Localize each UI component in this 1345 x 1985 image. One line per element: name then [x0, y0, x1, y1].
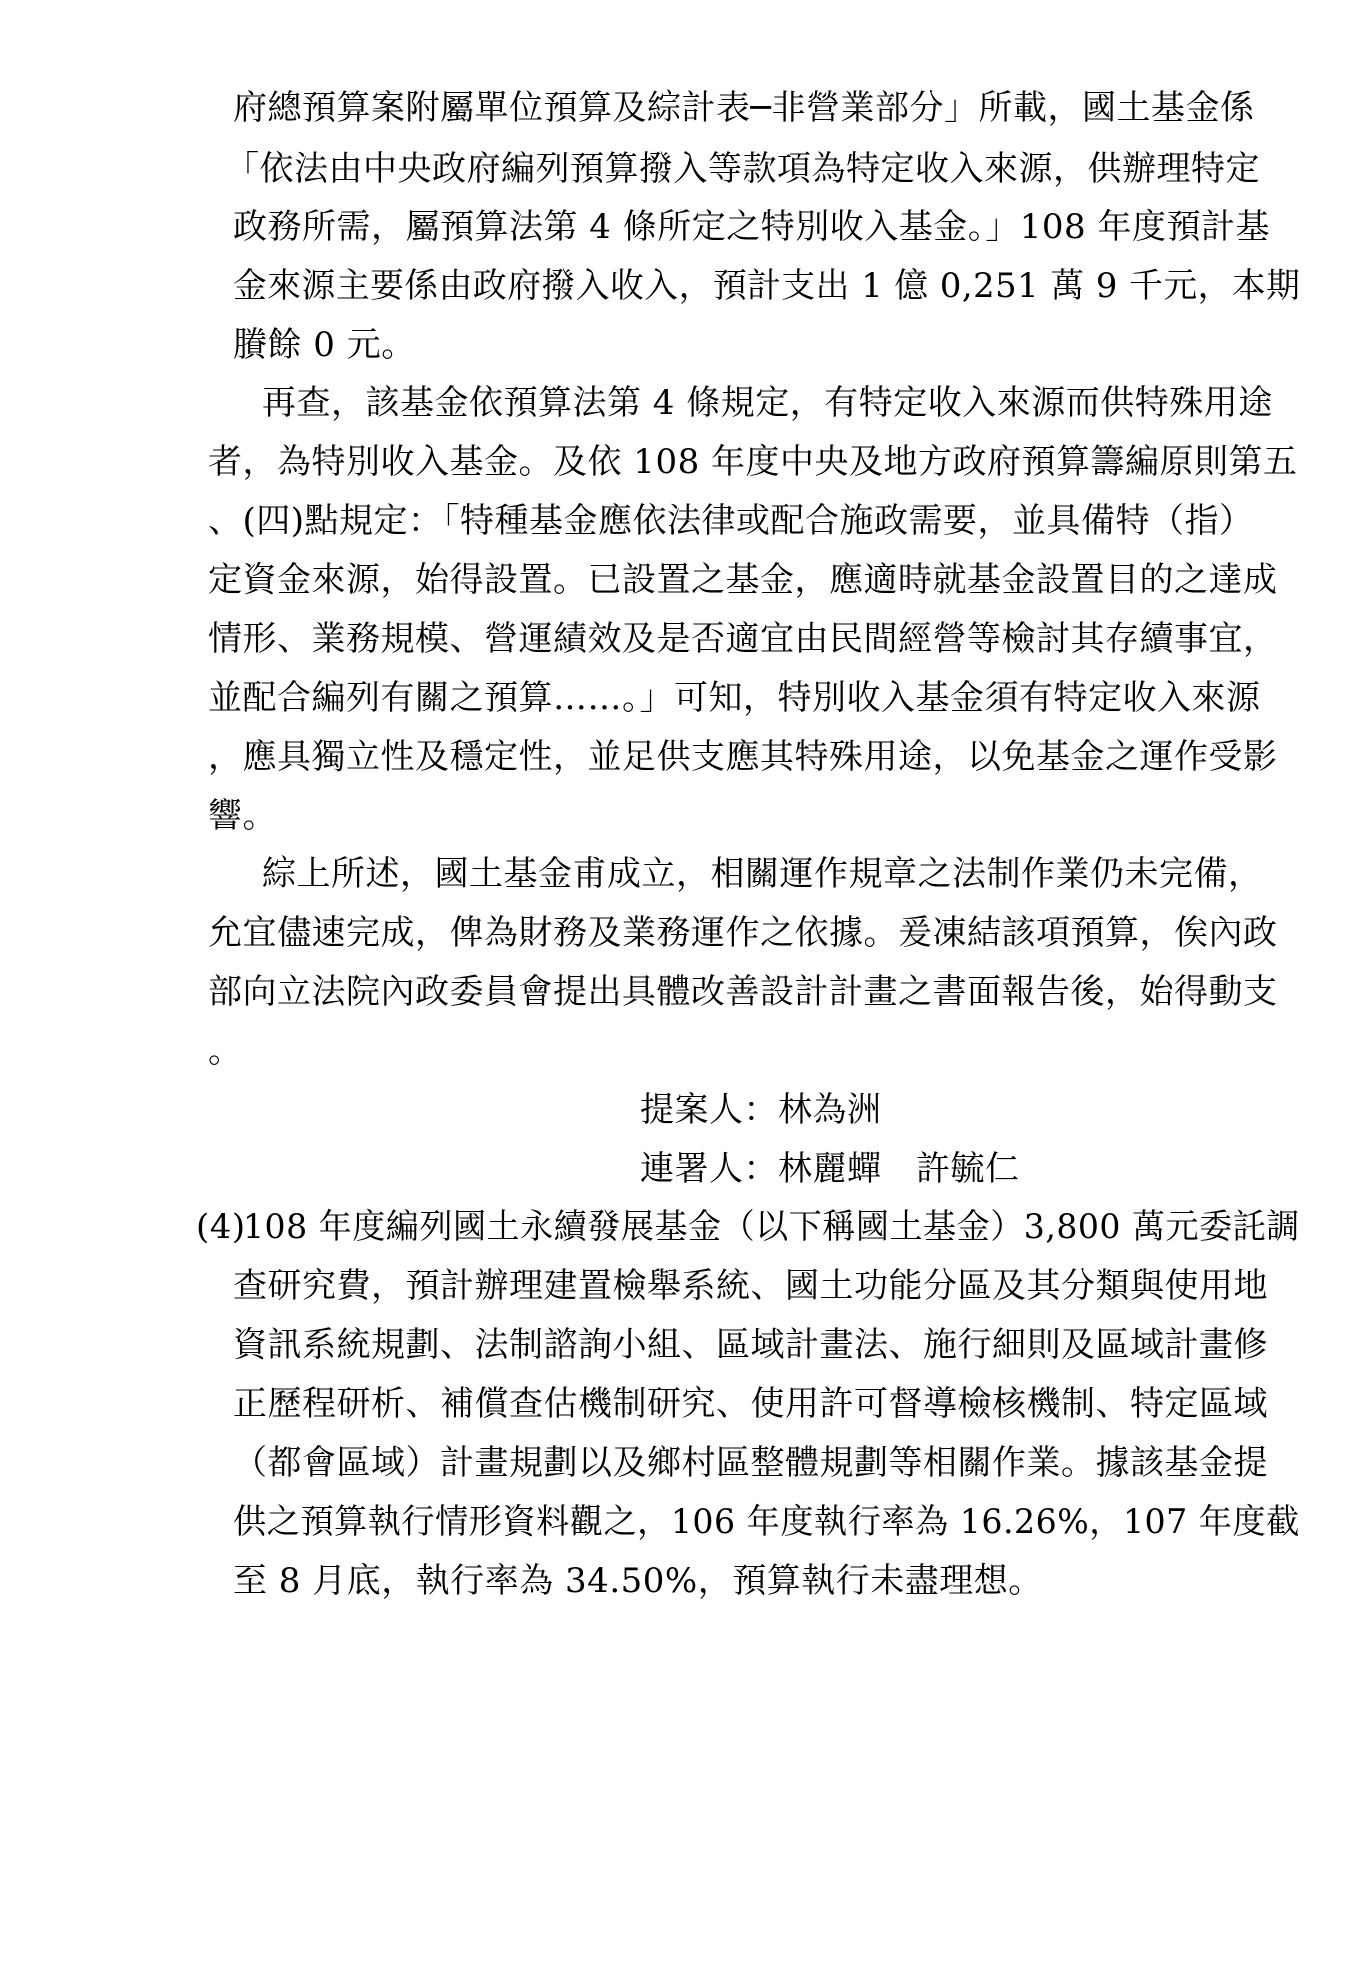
paragraph-4-line: 供之預算執行情形資料觀之，106 年度執行率為 16.26%，107 年度截 [233, 1502, 1300, 1542]
paragraph-3-line: 。 [208, 1031, 243, 1071]
paragraph-1-line: 金來源主要係由政府撥入收入，預計支出 1 億 0,251 萬 9 千元，本期 [233, 266, 1301, 306]
proposer-line: 提案人：林為洲 [640, 1090, 882, 1130]
paragraph-2-line: 並配合編列有關之預算……。」可知，特別收入基金須有特定收入來源 [208, 678, 1261, 718]
paragraph-3-line: 允宜儘速完成，俾為財務及業務運作之依據。爰凍結該項預算，俟內政 [208, 913, 1278, 953]
paragraph-1-line: 賸餘 0 元。 [233, 325, 416, 365]
paragraph-4-line: 至 8 月底，執行率為 34.50%，預算執行未盡理想。 [233, 1561, 1043, 1601]
paragraph-4-line: 正歷程研析、補償查估機制研究、使用許可督導檢核機制、特定區域 [233, 1384, 1268, 1424]
paragraph-1-line: 政務所需，屬預算法第 4 條所定之特別收入基金。」108 年度預計基 [233, 207, 1270, 247]
paragraph-4-line: 資訊系統規劃、法制諮詢小組、區域計畫法、施行細則及區域計畫修 [233, 1325, 1268, 1365]
paragraph-2-line: 、(四)點規定：「特種基金應依法律或配合施政需要，並具備特（指） [208, 501, 1254, 541]
paragraph-3-line: 綜上所述，國土基金甫成立，相關運作規章之法制作業仍未完備， [262, 854, 1263, 894]
paragraph-2-line: 定資金來源，始得設置。已設置之基金，應適時就基金設置目的之達成 [208, 560, 1278, 600]
paragraph-1-line: 「依法由中央政府編列預算撥入等款項為特定收入來源，供辦理特定 [225, 149, 1260, 189]
paragraph-4-line: 108 年度編列國土永續發展基金（以下稱國土基金）3,800 萬元委託調 [243, 1207, 1300, 1247]
paragraph-1-line: 府總預算案附屬單位預算及綜計表─非營業部分」所載，國土基金係 [233, 88, 1255, 128]
paragraph-3-line: 部向立法院內政委員會提出具體改善設計計畫之書面報告後，始得動支 [208, 972, 1278, 1012]
item-marker: (4) [196, 1207, 246, 1247]
paragraph-4-line: （都會區域）計畫規劃以及鄉村區整體規劃等相關作業。據該基金提 [233, 1443, 1268, 1483]
paragraph-4-line: 查研究費，預計辦理建置檢舉系統、國土功能分區及其分類與使用地 [233, 1266, 1268, 1306]
paragraph-2-line: 情形、業務規模、營運績效及是否適宜由民間經營等檢討其存續事宜， [208, 619, 1278, 659]
paragraph-2-line: 響。 [208, 796, 277, 836]
paragraph-2-line: ，應具獨立性及穩定性，並足供支應其特殊用途，以免基金之運作受影 [208, 737, 1278, 777]
paragraph-2-line: 者，為特別收入基金。及依 108 年度中央及地方政府預算籌編原則第五 [208, 442, 1298, 482]
paragraph-2-line: 再查，該基金依預算法第 4 條規定，有特定收入來源而供特殊用途 [262, 383, 1273, 423]
cosigners-line: 連署人：林麗蟬 許毓仁 [640, 1149, 1020, 1189]
